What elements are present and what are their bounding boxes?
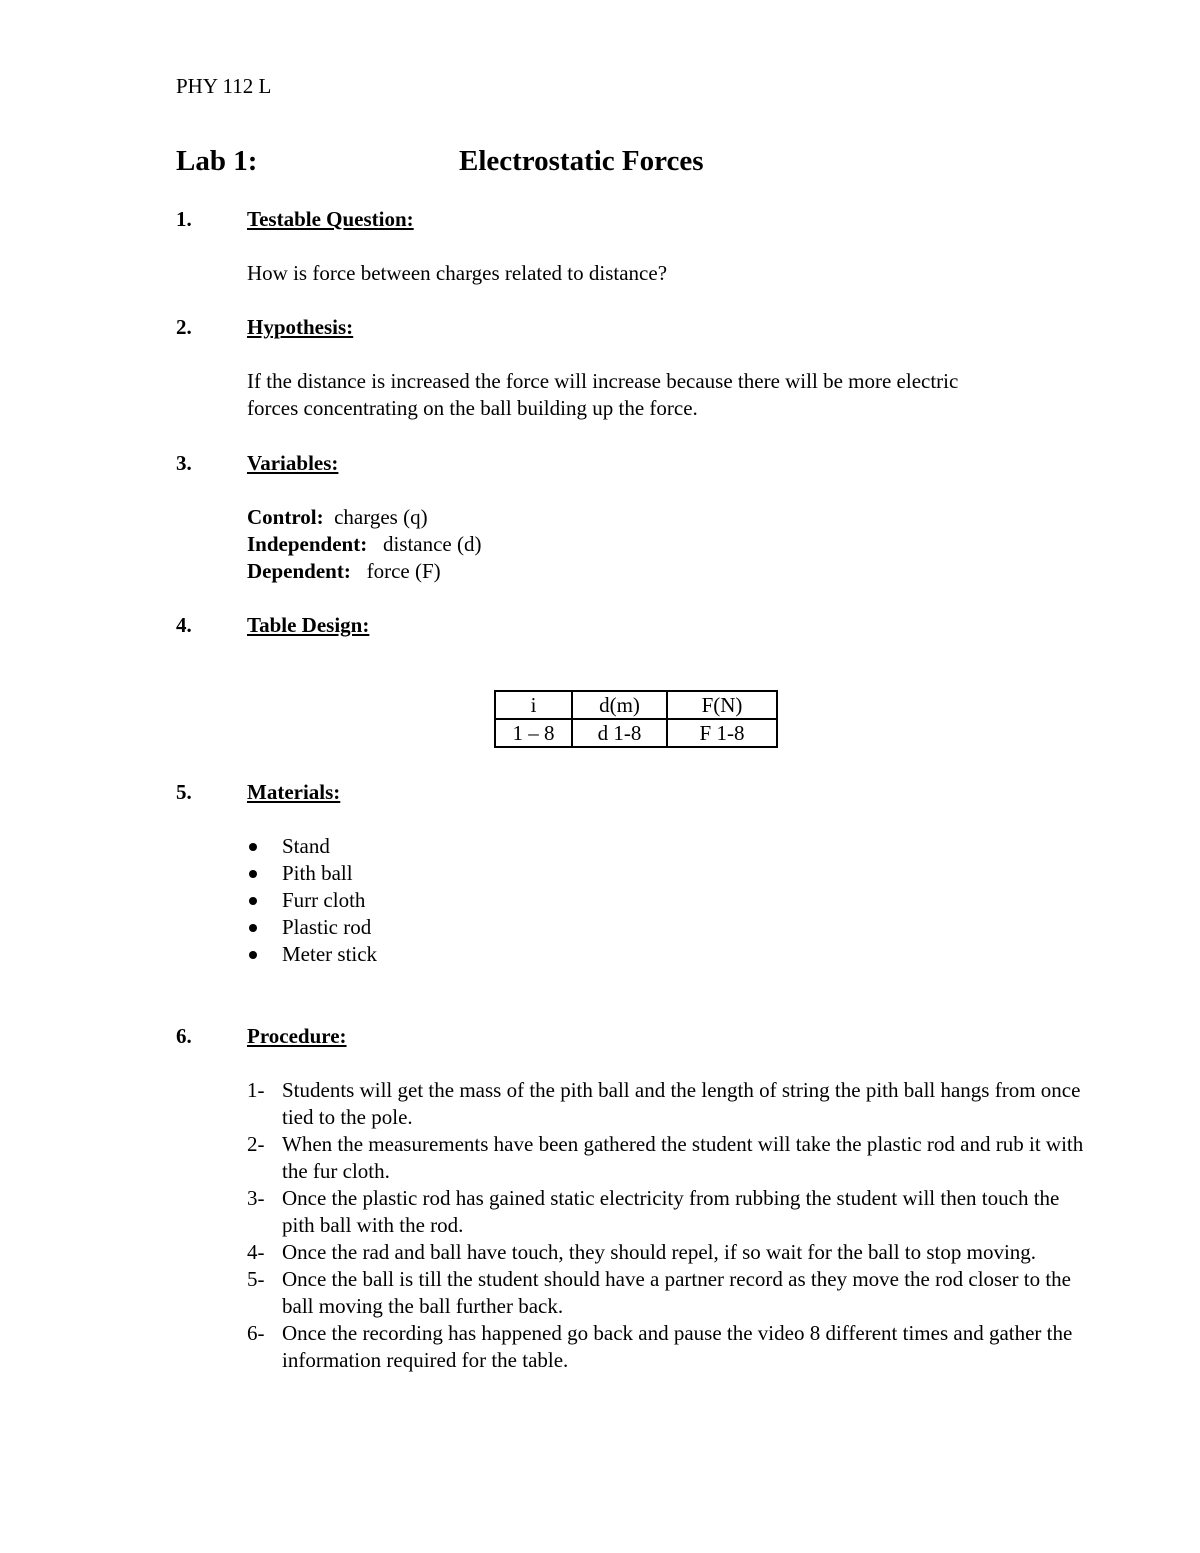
bullet-icon	[249, 951, 257, 959]
dependent-label: Dependent:	[247, 559, 351, 583]
variable-control	[247, 504, 428, 531]
question-text: How is force between charges related to distance?	[247, 261, 668, 285]
list-item	[247, 1266, 1087, 1320]
list-item	[247, 1185, 1087, 1239]
section-heading-variables: Variables:	[247, 451, 339, 475]
hypothesis-line-2: forces concentrating on the ball building up the force.	[247, 396, 698, 420]
step-number: 3-	[247, 1186, 265, 1210]
variable-independent	[247, 531, 482, 558]
procedure-list	[247, 1077, 1087, 1374]
step-number: 6-	[247, 1321, 265, 1345]
step-text: Once the plastic rod has gained static electricity from rubbing the student will then touch the pith ball with the rod.	[282, 1186, 1060, 1237]
table-header-d: d(m)	[572, 691, 667, 719]
material-label: Stand	[282, 834, 330, 858]
section-number-variables: 3.	[176, 451, 192, 475]
list-item	[247, 1320, 1087, 1374]
step-text: Students will get the mass of the pith ball and the length of string the pith ball hangs from once tied to the pole.	[282, 1078, 1081, 1129]
independent-label: Independent:	[247, 532, 368, 556]
list-item	[247, 833, 377, 860]
variable-dependent	[247, 558, 441, 585]
step-text: When the measurements have been gathered the student will take the plastic rod and rub it with the fur cloth.	[282, 1132, 1084, 1183]
materials-list	[247, 833, 377, 968]
independent-value: distance (d)	[382, 532, 482, 556]
data-table	[494, 690, 778, 748]
list-item	[247, 887, 377, 914]
bullet-icon	[249, 870, 257, 878]
step-text: Once the recording has happened go back and pause the video 8 different times and gather the information required for the table.	[282, 1321, 1073, 1372]
table-header-i: i	[495, 691, 572, 719]
table-cell-d: d 1-8	[572, 719, 667, 747]
material-label: Furr cloth	[282, 888, 366, 912]
step-text: Once the rad and ball have touch, they should repel, if so wait for the ball to stop moving.	[282, 1240, 1037, 1264]
list-item	[247, 941, 377, 968]
bullet-icon	[249, 843, 257, 851]
step-number: 1-	[247, 1078, 265, 1102]
lab-title: Electrostatic Forces	[459, 145, 704, 177]
material-label: Plastic rod	[282, 915, 372, 939]
list-item	[247, 1077, 1087, 1131]
list-item	[247, 1239, 1087, 1266]
control-value: charges (q)	[334, 505, 428, 529]
section-heading-question: Testable Question:	[247, 207, 414, 231]
section-heading-table: Table Design:	[247, 613, 370, 637]
table-header-f: F(N)	[667, 691, 777, 719]
dependent-value: force (F)	[366, 559, 441, 583]
table-cell-f: F 1-8	[667, 719, 777, 747]
table-cell-i: 1 – 8	[495, 719, 572, 747]
section-heading-procedure: Procedure:	[247, 1024, 347, 1048]
section-number-table: 4.	[176, 613, 192, 637]
step-number: 4-	[247, 1240, 265, 1264]
table-row	[495, 719, 777, 747]
list-item	[247, 1131, 1087, 1185]
lab-number: Lab 1:	[176, 145, 258, 177]
section-number-hypothesis: 2.	[176, 315, 192, 339]
step-number: 2-	[247, 1132, 265, 1156]
bullet-icon	[249, 924, 257, 932]
hypothesis-line-1: If the distance is increased the force will increase because there will be more electric	[247, 369, 959, 393]
section-number-question: 1.	[176, 207, 192, 231]
section-heading-materials: Materials:	[247, 780, 341, 804]
section-heading-hypothesis: Hypothesis:	[247, 315, 354, 339]
course-code: PHY 112 L	[176, 74, 272, 98]
table-header-row	[495, 691, 777, 719]
step-text: Once the ball is till the student should have a partner record as they move the rod closer to the ball moving the ball further back.	[282, 1267, 1072, 1318]
material-label: Pith ball	[282, 861, 353, 885]
material-label: Meter stick	[282, 942, 378, 966]
list-item	[247, 914, 377, 941]
control-label: Control:	[247, 505, 324, 529]
list-item	[247, 860, 377, 887]
step-number: 5-	[247, 1267, 265, 1291]
section-number-procedure: 6.	[176, 1024, 192, 1048]
section-number-materials: 5.	[176, 780, 192, 804]
bullet-icon	[249, 897, 257, 905]
